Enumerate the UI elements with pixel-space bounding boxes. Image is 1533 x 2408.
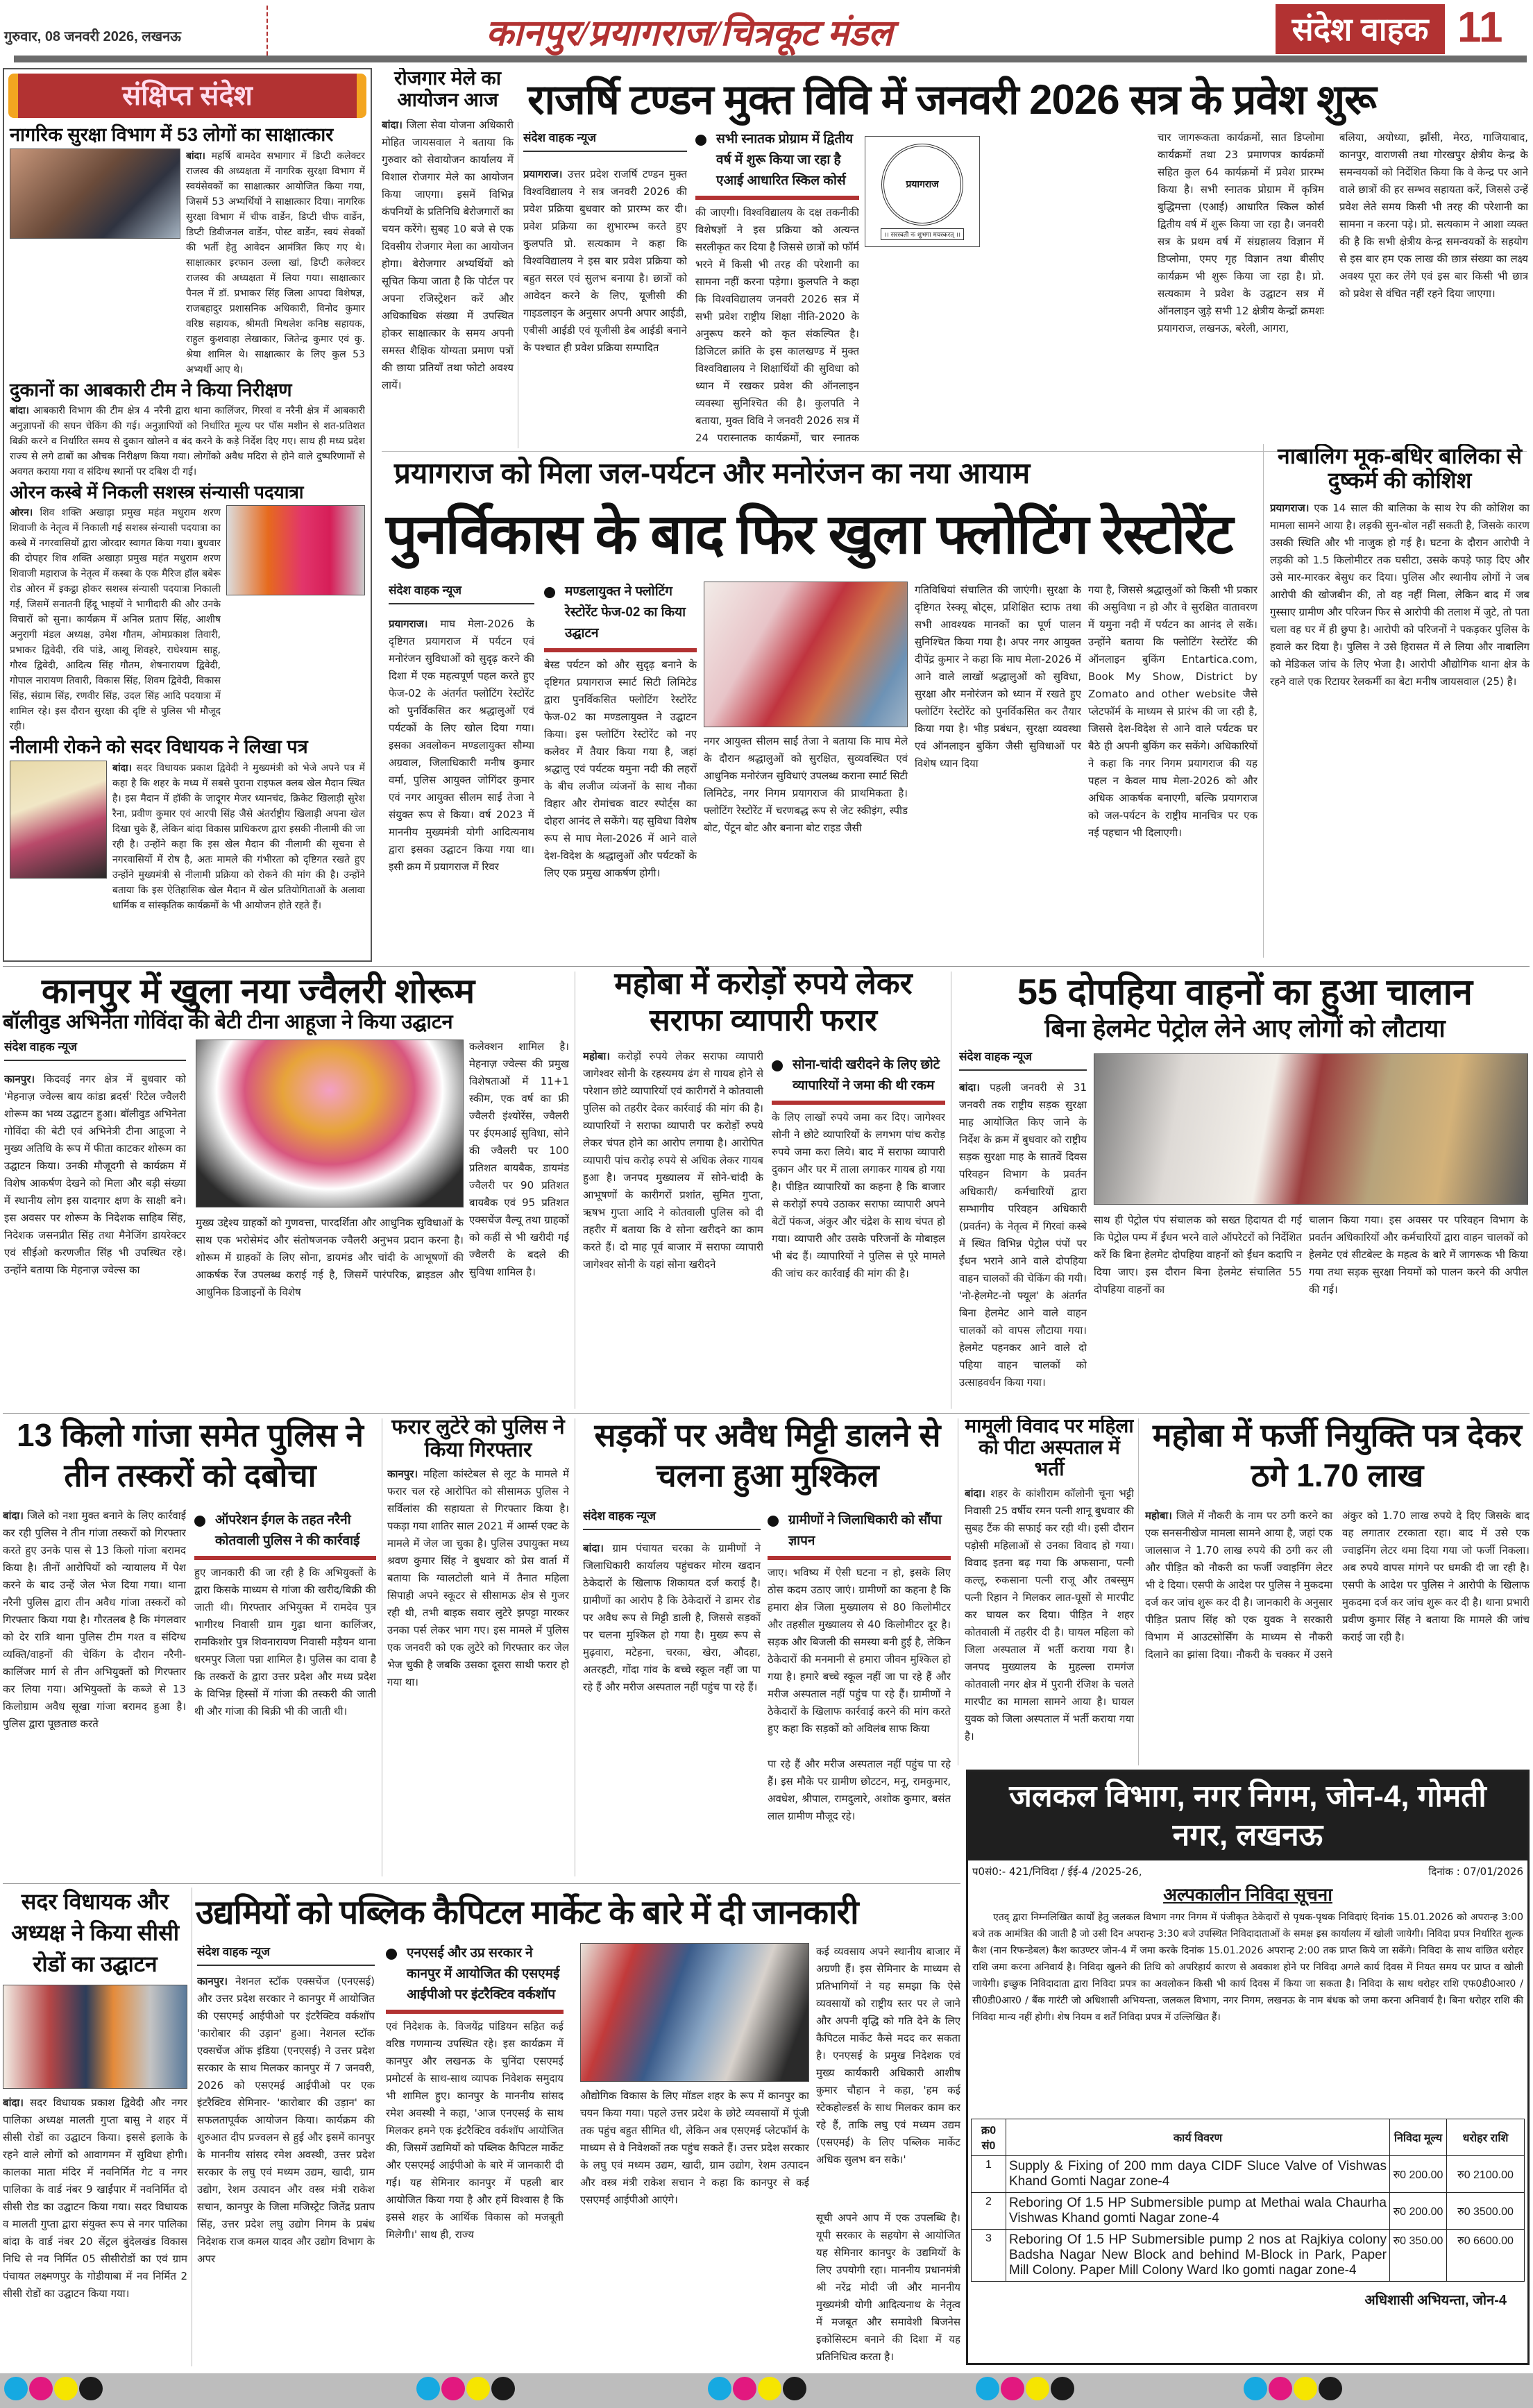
mahila-place: बांदा। — [965, 1487, 985, 1500]
yellow-dot — [1294, 2377, 1317, 2400]
cyan-dot — [976, 2377, 999, 2400]
brief-text: आबकारी विभाग की टीम क्षेत्र 4 नरैनी द्वारा थाना कालिंजर, गिरवां व नरैनी क्षेत्र में आबकारी अनुज्ञापनों की सघन चेकिंग की गई। अनुज्ञापियों को निर्धारित मूल्य पर पॉस मशीन से शत-प्रतिशत बिक्री करने व निर्धारित समय से दुकान खोलने व बंद करने के कड़े निर्देश दिए गए। साथ ही मध्य प्रदेश राज्य से लगे ढाबों का औचक निरीक्षण किया गया। लोगोंको अवैध मदिरा से होने वाले दुष्परिणामों से अवगत कराया गया व संदिग्ध स्थानों पर दबिश दी गई। — [10, 405, 365, 478]
cc-road-place: बांदा। — [3, 2096, 24, 2110]
nse-bullet: एनएसई और उप्र सरकार ने कानपुर में आयोजित की एसएमई आईपीओ पर इंटरैक्टिव वर्कशॉप — [386, 1943, 564, 2014]
column-rule — [1263, 444, 1264, 958]
nse-text: एवं निदेशक के. विजयेंद्र पांडियन सहित कई वरिष्ठ गणमान्य उपस्थित रहे। इस कार्यक्रम में कानपुर और लखनऊ के चुनिंदा एसएमई प्रमोटर्स के साथ-साथ व्यापक निवेशक समुदाय भी शामिल हुए। कानपुर के माननीय सांसद रमेश अवस्थी ने कहा, 'आज एनएसई के साथ मिलकर हमने एक इंटरैक्टिव वर्कशॉप आयोजित की, जिसमें उद्यमियों को पब्लिक कैपिटल मार्केट और एसएमई आईपीओ के बारे में जानकारी दी गई। यह सेमिनार कानपुर में पहली बार आयोजित किया गया है और हमें विश्वास है कि इससे शहर के आर्थिक विकास को मजबूती मिलेगी।' साथ ही, राज्य — [386, 2020, 564, 2241]
petrol-pump-photo — [1094, 1053, 1528, 1205]
col-header: क्र0 सं0 — [972, 2119, 1006, 2156]
saraf-place: महोबा। — [583, 1050, 610, 1062]
floating-text: नगर आयुक्त सीलम साईं तेजा ने बताया कि माघ मेले के दौरान श्रद्धालुओं को सुरक्षित, सुव्यवस्थित एवं आधुनिक मनोरंजन सुविधाएं उपलब्ध कराना स्मार्ट सिटी लिमिटेड, नगर निगम प्रयागराज की प्राथमिकता है। फ्लोटिंग रेस्टोरेंट में चरणबद्ध रूप से जेट स्कीइंग, स्पीड बोट, पेंटून बोट और बनाना बोट राइड जैसी — [704, 735, 908, 834]
ganja-text: हुए जानकारी की जा रही है कि अभियुक्तों के द्वारा किसके माध्यम से गांजा की खरीद/बिक्री की जाती थी। गिरफ्तार अभियुक्त में रामदेव पुत्र भागीरथ निवासी ग्राम गुढ़ा थाना कालिंजर, रामकिशोर पुत्र शिवनारायण निवासी मड़ैयन थाना धरमपुर जिला पन्ना शामिल है। पुलिस का दावा है कि तस्करों के द्वारा उत्तर प्रदेश और मध्य प्रदेश के विभिन्न हिस्सों में गांजा की तस्करी की जाती थी और गांजा की बिक्री भी की जाती थी। — [194, 1566, 376, 1718]
cyan-dot — [708, 2377, 731, 2400]
challan-text: साथ ही पेट्रोल पंप संचालक को सख्त हिदायत दी गई कि पेट्रोल पम्प में ईंधन भरने वाले ऑपरेटरों को निर्देशित करें कि बिना हेलमेट दोपहिया वाहनों को ईंधन कदापि न दिया जाए। इस दौरान बिना हेलमेट संचालित 55 दोपहिया वाहनों का — [1094, 1214, 1302, 1296]
farji-place: महोबा। — [1145, 1509, 1172, 1522]
cc-road-headline: सदर विधायक और अध्यक्ष ने किया सीसी रोडों का उद्घाटन — [11, 1889, 179, 1976]
university-logo — [865, 136, 980, 247]
table-row: 2 Reboring Of 1.5 HP Submersible pump at Methai wala Chaurha Vishwas Khand gomti Nagar zone-4 रु0 200.00 रु0 3500.00 — [972, 2193, 1525, 2230]
mitti-text: पा रहे हैं और मरीज अस्पताल नहीं पहुंच पा रहे हैं। इस मौके पर ग्रामीण छोटटन, मनू, रामकुमार, अवधेश, श्रीपाल, रामदुलारे, अशोक कुमार, बसंत लाल ग्रामीण मौजूद रहे। — [768, 1758, 951, 1822]
table-row: 3 Reboring Of 1.5 HP Submersible pump 2 nos at Rajkiya colony Badsha Nagar New Block and behind M-Block in Park, Paper Mill Colony. Paper Mill Colony Ward Iko gomti nagar zone-4 रु0 350.00 रु0 6600.00 — [972, 2230, 1525, 2282]
masthead-rule — [14, 56, 1527, 62]
byline: संदेश वाहक न्यूज — [583, 1507, 761, 1530]
col-header: निविदा मूल्य — [1390, 2119, 1447, 2156]
black-dot — [491, 2377, 515, 2400]
magenta-dot — [441, 2377, 465, 2400]
rozgar-text: जिला सेवा योजना अधिकारी मोहित जायसवाल ने बताया कि गुरुवार को सेवायोजन कार्यालय में विशाल रोजगार मेले का आयोजन किया जाएगा। इसमें विभिन्न कंपनियों के प्रतिनिधि बेरोजगारों का चयन करेंगे। सुबह 10 बजे से एक दिवसीय रोजगार मेला का आयोजन होगा। बेरोजगार अभ्यर्थियों को सूचित किया जाता है कि पोर्टल पर अपना रजिस्ट्रेशन करें और अधिकाधिक संख्या में उपस्थित होकर साक्षात्कार के समय अपनी समस्त शैक्षिक योग्यता प्रमाण पत्रों की छाया प्रतियाँ तथा फोटो अवश्य लायें। — [382, 118, 514, 391]
mitti-bullet: ग्रामीणों ने जिलाधिकारी को सौंपा ज्ञापन — [768, 1510, 951, 1560]
registration-marks — [416, 2377, 515, 2400]
registration-marks — [1244, 2377, 1342, 2400]
section-title: कानपुर/प्रयागराज/चित्रकूट मंडल — [486, 14, 893, 53]
byline: संदेश वाहक न्यूज — [959, 1048, 1087, 1071]
floating-text: माघ मेला-2026 के दृष्टिगत प्रयागराज में पर्यटन एवं मनोरंजन सुविधाओं को सुदृढ़ करने की दिशा में एक महत्वपूर्ण पहल करते हुए फेज-02 के अंतर्गत फ्लोटिंग रेस्टोरेंट को पुनर्विकसित कर श्रद्धालुओं एवं पर्यटकों के लिए खोल दिया गया। इसका अवलोकन मण्डलायुक्त सौम्या अग्रवाल, जिलाधिकारी मनीष कुमार वर्मा, पुलिस आयुक्त जोगिंदर कुमार एवं नगर आयुक्त सीलम साईं तेजा ने संयुक्त रूप से किया। वर्ष 2023 में माननीय मुख्यमंत्री योगी आदित्यनाथ द्वारा इसका उद्घाटन किया गया था। इसी क्रम में प्रयागराज में रिवर — [389, 618, 534, 873]
floating-text: बेस्ड पर्यटन को और सुदृढ़ बनाने के दृष्टिगत प्रयागराज स्मार्ट सिटी लिमिटेड द्वारा पुनर्विकसित फ्लोटिंग रेस्टोरेंट फेज-02 का मण्डलायुक्त ने उद्घाटन किया। इस फ्लोटिंग रेस्टोरेंट को नए कलेवर में तैयार किया गया है, जहां श्रद्धालु एवं पर्यटक यमुना नदी की लहरों के बीच लजीज व्यंजनों के साथ नौका विहार और रोमांचक वाटर स्पोर्ट्स का दोहरा आनंद ले सकेंगे। यह सुविधा विशेष रूप से माघ मेला-2026 में आने वाले देश-विदेश के श्रद्धालुओं और पर्यटकों के लिए एक प्रमुख आकर्षण होगी। — [544, 659, 697, 879]
nse-seminar-photo — [580, 1943, 809, 2082]
masthead — [0, 0, 1533, 61]
cc-road-text: सदर विधायक प्रकाश द्विवेदी और नगर पालिका अध्यक्ष मालती गुप्ता बासु ने शहर में सीसी रोडों का उद्घाटन किया। इससे इलाके के रहने वाले लोगों को आवागमन में सुविधा होगी। कालका माता मंदिर में नवनिर्मित गेट व नगर पालिका के वार्ड नंबर 9 खाईंपार में नवनिर्मित दो सीसी रोड का उद्घाटन किया गया। सदर विधायक व मालती गुप्ता द्वारा संयुक्त रूप से नगर पालिका बांदा के वार्ड नंबर 20 सेंट्रल बुंदेलखंड विकास निधि से नव निर्मित 05 सीसीरोडों का एवं ग्राम पंचायत लक्ष्मणपुर के गोडीयाबा में नव निर्मित 2 सीसी रोडों का उद्घाटन किया गया। — [3, 2096, 187, 2300]
col-header: कार्य विवरण — [1006, 2119, 1390, 2156]
dateline: गुरुवार, 08 जनवरी 2026, लखनऊ — [4, 29, 181, 44]
registration-marks — [708, 2377, 806, 2400]
university-motto: ।। सरस्वती नः शुभगा मयस्करत् ।। — [881, 228, 964, 240]
nse-text: नेशनल स्टॉक एक्सचेंज (एनएसई) और उत्तर प्रदेश सरकार ने कानपुर में आयोजित की एसएमई आईपीओ पर इंटरैक्टिव वर्कशॉप 'कारोबार की उड़ान' हुआ। नेशनल स्टॉक एक्सचेंज ऑफ इंडिया (एनएसई) ने उत्तर प्रदेश सरकार के साथ मिलकर कानपुर में 7 जनवरी, 2026 को एसएमई आईपीओ पर एक इंटरैक्टिव सेमिनार- 'कारोबार की उड़ान' का सफलतापूर्वक आयोजन किया। कार्यक्रम की शुरुआत दीप प्रज्वलन से हुई और इसमें कानपुर के माननीय सांसद रमेश अवस्थी, उत्तर प्रदेश सरकार के लघु एवं मध्यम उद्यम, खादी, ग्राम उद्योग, रेशम उत्पादन और वस्त्र मंत्री राकेश सचान, कानपुर के जिला मजिस्ट्रेट जितेंद्र प्रताप सिंह, उत्तर प्रदेश लघु उद्योग निगम के प्रबंध निदेशक राज कमल यादव और उद्योग विभाग के अपर — [197, 1975, 375, 2265]
floating-restaurant-photo — [704, 582, 908, 727]
brief-photo-interview — [10, 149, 180, 239]
rajarshi-place: प्रयागराज। — [523, 168, 563, 180]
table-row: 1 Supply & Fixing of 200 mm daya CIDF Sluce Valve of Vishwas Khand Gomti Nagar zone-4 रु0 200.00 रु0 2100.00 — [972, 2156, 1525, 2193]
cyan-dot — [4, 2377, 28, 2400]
nse-text: सूची अपने आप में एक उपलब्धि है। यूपी सरकार के सहयोग से आयोजित यह सेमिनार कानपुर के उद्यमियों के लिए उपयोगी रहा। माननीय प्रधानमंत्री श्री नरेंद्र मोदी जी और माननीय मुख्यमंत्री योगी आदित्यनाथ के नेतृत्व में मजबूत और समावेशी बिजनेस इकोसिस्टम बनाने की दिशा में यह प्रतिनिधित्व करता है। — [816, 2212, 960, 2363]
brief-headline: नीलामी रोकने को सदर विधायक ने लिखा पत्र — [10, 736, 308, 757]
dateline-divider — [266, 6, 268, 56]
lutera-text: महिला कांस्टेबल से लूट के मामले में फरार चल रहे आरोपित को सीसामऊ पुलिस ने सर्विलांस की सहायता से गिरफ्तार किया है। पकड़ा गया शातिर साल 2021 में आर्म्स एक्ट के मामले में जेल जा चुका है। पुलिस उपायुक्त मध्य श्रवण कुमार सिंह ने बुधवार को प्रेस वार्ता में बताया कि ग्वालटोली थाने में तैनात महिला सिपाही अपने स्कूटर से सीसामऊ क्षेत्र से गुजर रही थी, तभी बाइक सवार लुटेरे झपट्टा मारकर उनका पर्स लेकर भाग गए। इस मामले में पुलिस एक जनवरी को एक लुटेरे को गिरफ्तार कर जेल भेज चुकी है जबकि उसका दूसरा साथी फरार हो गया था। — [387, 1468, 569, 1688]
tender-notice-title: अल्पकालीन निविदा सूचना — [1163, 1884, 1332, 1905]
tender-title: जलकल विभाग, नगर निगम, जोन-4, गोमती नगर, लखनऊ — [968, 1772, 1527, 1860]
black-dot — [1319, 2377, 1342, 2400]
ganja-place: बांदा। — [3, 1509, 24, 1522]
magenta-dot — [1001, 2377, 1024, 2400]
section-rule — [3, 1883, 960, 1884]
brief-place: बांदा। — [10, 405, 29, 417]
yellow-dot — [466, 2377, 490, 2400]
farji-headline: महोबा में फर्जी नियुक्ति पत्र देकर ठगे 1.70 लाख — [1153, 1417, 1522, 1493]
brief-photo-padyatra — [226, 505, 365, 595]
rajarshi-text: की जाएगी। विश्वविद्यालय के दक्ष तकनीकी विशेषज्ञों ने इस प्रक्रिया को अत्यन्त सरलीकृत कर दिया है जिससे छात्रों को फॉर्म भरने में किसी भी तरह की परेशानी का सामना नहीं करना पड़ेगा। कुलपति ने कहा कि विश्वविद्यालय जनवरी 2026 सत्र में सभी प्रवेश राष्ट्रीय शिक्षा नीति-2020 के अनुरूप करने को कृत संकल्पित है। डिजिटल क्रांति के इस कालखण्ड में मुक्त विश्वविद्यालय ने शिक्षार्थियों की सुविधा को ध्यान में रखकर प्रवेश की ऑनलाइन व्यवस्था सुनिश्चित की है। कुलपति ने बताया, मुक्त विवि ने जनवरी 2026 सत्र में 24 परास्नातक कार्यक्रमों, चार स्नातक — [695, 206, 859, 444]
ganja-text: जिले को नशा मुक्त बनाने के लिए कार्रवाई कर रही पुलिस ने तीन गांजा तस्करों को गिरफ्तार करते हुए उनके पास से 13 किलो गांजा बरामद किया है। तीनों आरोपियों को न्यायालय में पेश करने के बाद उन्हें जेल भेज दिया गया। थाना नरैनी पुलिस द्वारा तीन अवैध गांजा तस्करों को गिरफ्तार किया गया है। गौरतलब है कि मंगलवार को देर रात्रि थाना पुलिस टीम गश्त व संदिग्ध व्यक्ति/वाहनों की चेकिंग के दौरान नरैनी-कालिंजर मार्ग से तीन अभियुक्तों को गिरफ्तार कर लिया गया। अभियुक्तों के कब्जे से 13 किलोग्राम अवैध सूखा गांजा बरामद हुआ है। पुलिस द्वारा पूछताछ करते — [3, 1509, 186, 1730]
saraf-text: करोड़ों रुपये लेकर सराफा व्यापारी जागेश्वर सोनी के रहस्यमय ढंग से गायब होने से परेशान छोटे व्यापारियों एवं कारीगरों ने कोतवाली पुलिस को तहरीर देकर कार्रवाई की मांग की है। व्यापारियों ने सराफा व्यापारी पर करोड़ों रुपये लेकर चंपत होने का आरोप लगाया है। आरोपित व्यापारी पांच करोड़ रुपये से अधिक लेकर गायब हुआ है। जनपद मुख्यालय में सोने-चांदी के आभूषणों के कारीगरों प्रशांत, सुमित गुप्ता, ऋषभ गुप्ता आदि ने कोतवाली पुलिस को दी तहरीर में बताया कि वे सोना खरीदने का काम करते हैं। दो माह पूर्व बाजार में सराफा व्यापारी जागेश्वर सोनी के यहां सोना खरीदने — [583, 1050, 763, 1271]
byline: संदेश वाहक न्यूज — [4, 1038, 186, 1061]
challan-headline: 55 दोपहिया वाहनों का हुआ चालान — [1017, 972, 1473, 1012]
magenta-dot — [29, 2377, 53, 2400]
challan-text: पहली जनवरी से 31 जनवरी तक राष्ट्रीय सड़क सुरक्षा माह आयोजित किए जाने के निर्देश के क्रम में बुधवार को राष्ट्रीय सड़क सुरक्षा माह के सातवें दिवस परिवहन विभाग के प्रवर्तन अधिकारी/ कर्मचारियों द्वारा सम्भागीय परिवहन अधिकारी (प्रवर्तन) के नेतृत्व में गिरवां कस्बे में स्थित विभिन्न पेट्रोल पंपों पर ईंधन भराने आने वाले दोपहिया वाहन चालकों की चेकिंग की गयी। 'नो-हेलमेट-नो फ्यूल' के अंतर्गत बिना हेलमेट आने वाले वाहन चालकों को वापस लौटाया गया। हेलमेट पहनकर आने वाले दो पहिया वाहन चालकों को उत्साहवर्धन किया गया। — [959, 1081, 1087, 1389]
farji-text: जिले में नौकरी के नाम पर ठगी करने का एक सनसनीखेज मामला सामने आया है, जहां एक जालसाज ने 1.70 लाख रुपये की ठगी कर ली और पीड़ित को नौकरी का फर्जी ज्वाइनिंग लेटर भी दे दिया। एसपी के आदेश पर पुलिस ने मुकदमा दर्ज कर जांच शुरू कर दी है। जानकारी के अनुसार पीड़ित प्रताप सिंह को एक युवक ने सरकारी विभाग में आउटसोर्सिंग के माध्यम से नौकरी दिलाने का झांसा दिया। नौकरी के चक्कर में उसने अंकुर को 1.70 लाख रुपये दे दिए जिसके बाद वह लगातार टरकाता रहा। बाद में उसे एक ज्वाइनिंग लेटर थमा दिया गया जो फर्जी निकला। अब रुपये वापस मांगने पर धमकी दी जा रही है। एसपी के आदेश पर पुलिस ने आरोपी के खिलाफ मुकदमा दर्ज कर जांच शुरू कर दी है। थाना प्रभारी प्रवीण कुमार सिंह ने बताया कि मामले की जांच कराई जा रही है। — [1145, 1509, 1530, 1661]
nabalig-place: प्रयागराज। — [1270, 502, 1310, 515]
ganja-headline: 13 किलो गांजा समेत पुलिस ने तीन तस्करों को दबोचा — [17, 1417, 364, 1493]
brief-photo-mla — [10, 761, 107, 879]
floating-text: गया है, जिससे श्रद्धालुओं को किसी भी प्रकार की असुविधा न हो और वे सुरक्षित वातावरण में यमुना नदी में पर्यटन का आनंद ले सकें। उन्होंने बताया कि फ्लोटिंग रेस्टोरेंट की ऑनलाइन बुकिंग Entartica.com, Book My Show, District by Zomato and other website जैसे प्लेटफॉर्म के माध्यम से प्रारंभ की जा रही है, जिससे देश-विदेश से आने वाले पर्यटक घर बैठे ही अपनी बुकिंग कर सकेंगे। अधिकारियों ने कहा कि नगर निगम प्रयागराज की यह पहल न केवल माघ मेला-2026 को और अधिक आकर्षक बनाएगी, बल्कि प्रयागराज को जल-पर्यटन के राष्ट्रीय मानचित्र पर एक नई पहचान भी दिलाएगी। — [1088, 584, 1257, 839]
floating-text: गतिविधियां संचालित की जाएंगी। सुरक्षा के दृष्टिगत रेस्क्यू बोट्स, प्रशिक्षित स्टाफ तथा सभी आवश्यक मानकों का पूर्ण पालन सुनिश्चित किया गया है। अपर नगर आयुक्त दीपेंद्र कुमार ने कहा कि माघ मेला-2026 में आने वाले लाखों श्रद्धालुओं को सुविधा, सुरक्षा और मनोरंजन को ध्यान में रखते हुए फ्लोटिंग रेस्टोरेंट को पुनर्विकसित कर तैयार किया गया है। भीड़ प्रबंधन, सुरक्षा व्यवस्था एवं ऑनलाइन बुकिंग जैसी सुविधाओं पर विशेष ध्यान दिया — [915, 584, 1081, 770]
challan-place: बांदा। — [959, 1081, 980, 1094]
black-dot — [1051, 2377, 1074, 2400]
section-rule — [3, 1413, 1530, 1414]
brief-text: महर्षि बामदेव सभागार में डिप्टी कलेक्टर राजस्व की अध्यक्षता में नागरिक सुरक्षा विभाग में स्वयंसेवकों का साक्षात्कार आयोजित किया गया, जिसमें 53 अभ्यर्थियों ने साक्षात्कार दिया। नागरिक सुरक्षा विभाग में चीफ वार्डेन, डिप्टी चीफ वार्डेन, डिप्टी डिवीजनल वार्डेन, पोस्ट वार्डेन, स्वयं सेवकों की भर्ती हेतु आवेदन आमंत्रित किए गए थे। साक्षात्कार इरफान उल्ला खां, डिप्टी कलेक्टर राजस्व की अध्यक्षता में लिया गया। साक्षात्कार पैनल में डॉ. प्रभाकर सिंह जिला आपदा विशेषज्ञ, राजबहादुर प्रशासनिक अधिकारी, विनोद कुमार वरिष्ठ सहायक, श्रीमती मिथलेश कनिष्ठ सहायक, राहुल कुशवाहा लेखाकार, जितेन्द्र कुमार एवं कु. श्रेया शामिल थे। साक्षात्कार के लिए कुल 53 अभ्यर्थी आए थे। — [186, 150, 365, 375]
floating-headline: पुनर्विकास के बाद फिर खुला फ्लोटिंग रेस्टोरेंट — [386, 503, 1233, 565]
nse-place: कानपुर। — [197, 1975, 228, 1987]
university-seal: प्रयागराज — [881, 144, 963, 226]
cc-road-inauguration-photo — [3, 1985, 187, 2089]
floating-place: प्रयागराज। — [389, 618, 428, 630]
mitti-text: जाए। भविष्य में ऐसी घटना न हो, इसके लिए ठोस कदम उठाए जाएं। ग्रामीणों का कहना है कि हमारा क्षेत्र जिला मुख्यालय से 80 किलोमीटर और तहसील मुख्यालय से 40 किलोमीटर दूर है। सड़क और बिजली की समस्या बनी हुई है, लेकिन ठेकेदारों की मनमानी से हमारा जीवन मुश्किल हो गया है। हमारे बच्चे स्कूल नहीं जा पा रहे हैं और मरीज अस्पताल नहीं पहुंच पा रहे हैं। ग्रामीणों ने ठेकेदारों के खिलाफ कार्रवाई करने की मांग करते हुए कहा कि सड़कों को अविलंब साफ किया — [768, 1566, 951, 1735]
brief-place: बांदा। — [112, 762, 132, 774]
mitti-text: ग्राम पंचायत चरका के ग्रामीणों ने जिलाधिकारी कार्यालय पहुंचकर मोरम खदान ठेकेदारों के खिलाफ शिकायत दर्ज कराई है। ग्रामीणों का आरोप है कि ठेकेदारों ने डामर रोड पर अवैध रूप से मिट्टी डाली है, जिससे सड़कों पर चलना मुश्किल हो गया है। मुख्य रूप से मुढ़वारा, मटेहना, चरका, खेरा, औदहा, अतरहटी, गोंदा गांव के बच्चे स्कूल नहीं जा पा रहे हैं और मरीज अस्पताल नहीं पहुंच पा रहे हैं। — [583, 1542, 761, 1693]
tender-date: दिनांक : 07/01/2026 — [1428, 1865, 1523, 1878]
saraf-bullet: सोना-चांदी खरीदने के लिए छोटे व्यापारियों ने जमा की थी रकम — [772, 1055, 945, 1105]
byline: संदेश वाहक न्यूज — [523, 129, 687, 152]
byline: संदेश वाहक न्यूज — [389, 582, 534, 604]
nse-text: औद्योगिक विकास के लिए मॉडल शहर के रूप में कानपुर का चयन किया गया। पहले उत्तर प्रदेश के छोटे व्यवसायों में पूंजी तक पहुंच बहुत सीमित थी, लेकिन अब एसएमई प्लेटफॉर्म के माध्यम से वे निवेशकों तक पहुंच सकते हैं। उत्तर प्रदेश सरकार के लघु एवं मध्यम उद्यम, खादी, ग्राम उद्योग, रेशम उत्पादन और वस्त्र मंत्री राकेश सचान ने कहा कि कानपुर से कई एसएमई आईपीओ आएंगे। — [580, 2089, 809, 2206]
challan-subhead: बिना हेलमेट पेट्रोल लेने आए लोगों को लौटाया — [1044, 1014, 1446, 1042]
tender-table-header — [972, 2119, 1525, 2156]
registration-strip — [0, 2373, 1533, 2408]
lutera-headline: फरार लुटेरे को पुलिस ने किया गिरफ्तार — [391, 1416, 565, 1461]
mahila-headline: मामूली विवाद पर महिला को पीटा अस्पताल में भर्ती — [965, 1416, 1134, 1479]
magenta-dot — [1269, 2377, 1292, 2400]
brief-place: बांदा। — [186, 150, 205, 162]
nabalig-headline: नाबालिग मूक-बधिर बालिका से दुष्कर्म की कोशिश — [1277, 444, 1523, 493]
rajarshi-bullet: सभी स्नातक प्रोग्राम में द्वितीय वर्ष में शुरू किया जा रहा है एआई आधारित स्किल कोर्स — [695, 129, 859, 200]
floating-bullet: मण्डलायुक्त ने फ्लोटिंग रेस्टोरेंट फेज-02 का किया उद्घाटन — [544, 582, 697, 652]
registration-marks — [976, 2377, 1074, 2400]
col-header: धरोहर राशि — [1447, 2119, 1525, 2156]
nse-text: कई व्यवसाय अपने स्थानीय बाजार में अग्रणी हैं। इस सेमिनार के माध्यम से प्रतिभागियों ने यह समझा कि ऐसे व्यवसायों को राष्ट्रीय स्तर पर ले जाने और अपनी वृद्धि को गति देने के लिए कैपिटल मार्केट कैसे मदद कर सकता है। एनएसई के प्रमुख निदेशक एवं मुख्य कार्यकारी अधिकारी आशीष कुमार चौहान ने कहा, 'हम कई स्टेकहोल्डर्स के साथ मिलकर काम कर रहे हैं, ताकि लघु एवं मध्यम उद्यम (एसएमई) के लिए पब्लिक मार्केट अधिक सुलभ बन सके।' — [816, 1945, 960, 2166]
jewellery-text: किदवई नगर क्षेत्र में बुधवार को 'मेहनाज़ ज्वेल्स बाय कांडा ब्रदर्स' रिटेल ज्वैलरी शोरूम का भव्य उद्घाटन हुआ। बॉलीवुड अभिनेता गोविंदा की बेटी एवं अभिनेत्री टीना आहूजा ने मुख्य अतिथि के रूप में फीता काटकर शोरूम का उद्घाटन किया। उनकी मौजूदगी से कार्यक्रम में विशेष आकर्षण देखने को मिला और बड़ी संख्या में स्थानीय लोग इस यादगार क्षण के साक्षी बने। इस अवसर पर शोरूम के निदेशक साहिब सिंह, निदेशक जसनप्रीत सिंह तथा मैनेजिंग डायरेक्टर एवं सीईओ करणजीत सिंह भी उपस्थित रहे। उन्होंने बताया कि मेहनाज़ ज्वेल्स का — [4, 1073, 186, 1276]
nabalig-text: एक 14 साल की बालिका के साथ रेप की कोशिश का मामला सामने आया है। लड़की सुन-बोल नहीं सकती है, जिसके कारण उसकी स्थिति और भी नाजुक हो गई है। घटना के दौरान आरोपी ने लड़की को 1.5 किलोमीटर तक घसीटा, उसके कपड़े फाड़ दिए और उसे मार-मारकर बेसुध कर दिया। पुलिस और स्थानीय लोगों ने जब आरोपी की खोजबीन की, तो वह नहीं मिला, लेकिन बाद में जब गुस्साए ग्रामीण और परिजन फिर से आरोपी की तलाश में जुटे, तो पता चला वह घर में ही छुपा है। आरोपी को परिजनों ने पकड़कर पुलिस के हवाले कर दिया है। पुलिस ने उसे हिरासत में ले लिया और नाबालिग को मेडिकल जांच के लिए भेजा है। आरोपी औद्योगिक थाना क्षेत्र के रहने वाले एक रिटायर रेलकर्मी का बेटा मनीष जायसवाल (25) है। — [1270, 502, 1530, 688]
paper-logo: संदेश वाहक — [1276, 4, 1445, 54]
floating-kicker: प्रयागराज को मिला जल-पर्यटन और मनोरंजन का नया आयाम — [394, 457, 1031, 489]
jewellery-subhead: बॉलीवुड अभिनेता गोविंदा की बेटी टीना आहूजा ने किया उद्घाटन — [3, 1011, 453, 1033]
rozgar-headline: रोजगार मेले का आयोजन आज — [394, 68, 501, 110]
mitti-headline: सड़कों पर अवैध मिट्टी डालने से चलना हुआ मुश्किल — [594, 1417, 941, 1493]
nse-headline: उद्यमियों को पब्लिक कैपिटल मार्केट के बारे में दी जानकारी — [196, 1894, 858, 1931]
page-number: 11 — [1457, 3, 1503, 51]
saraf-headline: महोबा में करोड़ों रुपये लेकर सराफा व्यापारी फरार — [614, 967, 913, 1037]
tender-ref: प0सं0:- 421/निविदा / ईई-4 /2025-26, — [972, 1865, 1142, 1878]
mitti-place: बांदा। — [583, 1542, 604, 1554]
column-rule — [1138, 1418, 1139, 1765]
byline: संदेश वाहक न्यूज — [197, 1943, 375, 1966]
rozgar-place: बांदा। — [382, 118, 403, 131]
brief-box — [3, 68, 372, 962]
black-dot — [79, 2377, 103, 2400]
challan-text: चालान किया गया। इस अवसर पर परिवहन विभाग के प्रवर्तन अधिकारियों और कर्मचारियों द्वारा वाहन चालकों को हेलमेट एवं सीटबेल्ट के महत्व के बारे में जागरूक भी किया गया तथा सड़क सुरक्षा नियमों को पालन करने की अपील की गई। — [1309, 1214, 1528, 1296]
jewellery-text: मुख्य उद्देश्य ग्राहकों को गुणवत्ता, पारदर्शिता और आधुनिक सुविधाओं के साथ एक भरोसेमंद और संतोषजनक ज्वैलरी अनुभव प्रदान करना है। शोरूम में ग्राहकों के लिए सोना, डायमंड और चांदी के आभूषणों की आकर्षक रेंज उपलब्ध कराई गई है, जिसमें पारंपरिक, ब्राइडल और आधुनिक डिजाइनों के विशेष — [196, 1216, 464, 1298]
cyan-dot — [1244, 2377, 1267, 2400]
tender-table — [971, 2119, 1525, 2282]
jewellery-headline: कानपुर में खुला नया ज्वैलरी शोरूम — [42, 972, 475, 1010]
cyan-dot — [416, 2377, 440, 2400]
brief-place: ओरन। — [10, 507, 33, 518]
lutera-place: कानपुर। — [387, 1468, 418, 1480]
registration-marks — [4, 2377, 103, 2400]
brief-text: सदर विधायक प्रकाश द्विवेदी ने मुख्यमंत्री को भेजे अपने पत्र में कहा है कि शहर के मध्य में सबसे पुराना राइफल क्लब खेल मैदान स्थित है। इस मैदान में हॉकी के जादूगर मेजर ध्यानचंद, क्रिकेट खिलाड़ी सुरेश रैना, प्रवीण कुमार एवं आरपी सिंह जैसे अंतर्राष्ट्रीय खिलाड़ी अपना खेल दिखा चुके हैं, लेकिन बांदा विकास प्राधिकरण द्वारा इसकी नीलामी की जा रही है। उन्होंने कहा कि इस खेल मैदान की नीलामी की सूचना से नगरवासियों में रोष है, अतः मामले की गंभीरता को दृष्टिगत रखते हुए उन्होंने मुख्यमंत्री से नीलामी प्रक्रिया को रोकने की मांग की है। उन्होंने बताया कि इस ऐतिहासिक खेल मैदान में खेल प्रतियोगिताओं के अलावा धार्मिक व सांस्कृतिक कार्यक्रमों के भी आयोजन होते रहते हैं। — [112, 762, 365, 911]
brief-headline: ओरन कस्बे में निकली सशस्त्र संन्यासी पदयात्रा — [10, 482, 304, 503]
ganja-bullet: ऑपरेशन ईगल के तहत नरैनी कोतवाली पुलिस ने की कार्रवाई — [194, 1510, 376, 1560]
saraf-text: के लिए लाखों रुपये जमा कर दिए। जागेश्वर सोनी ने छोटे व्यापारियों के लगभग पांच करोड़ रुपये जमा करा लिये। बाद में सराफा व्यापारी दुकान और घर में ताला लगाकर गायब हो गया है। पीड़ित व्यापारियों का कहना है कि बाजार से करोड़ों रुपये उठाकर सराफा व्यापारी अपने बेटों पंकज, अंकुर और चंद्रेश के साथ चंपत हो गया। व्यापारी और उसके परिजनों के मोबाइल भी बंद हैं। व्यापारियों ने पुलिस से पूरे मामले की जांच कर कार्रवाई की मांग की है। — [772, 1111, 945, 1280]
yellow-dot — [758, 2377, 781, 2400]
jewellery-place: कानपुर। — [4, 1073, 35, 1085]
tender-notice — [966, 1770, 1530, 2365]
rajarshi-text: उत्तर प्रदेश राजर्षि टण्डन मुक्त विश्वविद्यालय ने सत्र जनवरी 2026 की प्रवेश प्रक्रिया बुधवार को प्रारम्भ कर दी। प्रवेश प्रक्रिया का शुभारम्भ करते हुए कुलपति प्रो. सत्यकाम ने कहा कि विश्वविद्यालय ने इस बार प्रवेश प्रक्रिया को बहुत सरल एवं सुलभ बनाया है। छात्रों को आवेदन करने के लिए, यूजीसी की गाइडलाइन के अनुसार अपनी अपार आईडी, एबीसी आईडी एवं यूजीसी डेब आईडी बनाने के पश्चात ही प्रवेश प्रक्रिया सम्पादित — [523, 168, 687, 354]
brief-headline: दुकानों का आबकारी टीम ने किया निरीक्षण — [10, 379, 292, 400]
jewellery-text: कलेक्शन शामिल है। मेहनाज़ ज्वेल्स की प्रमुख विशेषताओं में 11+1 स्कीम, एक वर्ष का फ्री ज्वैलरी इंश्योरेंस, ज्वैलरी पर ईएमआई सुविधा, सोने की ज्वैलरी पर 100 प्रतिशत बायबैक, डायमंड ज्वैलरी पर 90 प्रतिशत बायबैक एवं 95 प्रतिशत एक्सचेंज वैल्यू तथा ग्राहकों को कहीं से भी खरीदी गई ज्वैलरी के बदले की सुविधा शामिल है। — [469, 1040, 569, 1278]
black-dot — [783, 2377, 806, 2400]
yellow-dot — [1026, 2377, 1049, 2400]
tender-signature: अधिशासी अभियन्ता, जोन-4 — [1364, 2293, 1507, 2308]
brief-text: शिव शक्ति अखाड़ा प्रमुख महंत मधुराम शरण शिवाजी के नेतृत्व में निकाली गई सशस्त्र संन्यासी पदयात्रा का कस्बे में नगरवासियों द्वारा जोरदार स्वागत किया गया। बुधवार की दोपहर शिव शक्ति अखाड़ा प्रमुख महंत मधुराम शरण शिवाजी महाराज के नेतृत्व में कस्बा के एक मैरिज हॉल बबेरू रोड ओरन में इकट्ठा होकर सशस्त्र संन्यासी पदयात्रा निकाली गई, जिसमें सनातनी हिंदू भाइयों ने भागीदारी की और उनके विचारों को सुना। कार्यक्रम में अनिल प्रताप सिंह, आशीष अनुरागी मंडल अध्यक्ष, उमेश गौतम, ओमप्रकाश तिवारी, प्रभाकर द्विवेदी, रवि पांडे, आशू शिवहरे, राधेश्याम साहू, गौरव द्विवेदी, आदित्य सिंह गौतम, शेषनारायण द्विवेदी, गोपाल नारायण तिवारी, विकास सिंह, शिवम द्विवेदी, विकास सिंह, संग्राम सिंह, रणवीर सिंह, उदल सिंह आदि पदयात्रा में शामिल रहे। इस दौरान सुरक्षा की दृष्टि से पुलिस भी मौजूद रही। — [10, 507, 221, 732]
brief-headline: नागरिक सुरक्षा विभाग में 53 लोगों का साक्षात्कार — [10, 124, 334, 145]
yellow-dot — [54, 2377, 78, 2400]
jewellery-launch-photo — [196, 1040, 464, 1207]
rajarshi-text: चार जागरूकता कार्यक्रमों, सात डिप्लोमा कार्यक्रमों तथा 23 प्रमाणपत्र कार्यक्रमों सहित कुल 64 कार्यक्रमों में प्रवेश प्रारम्भ किया है। सभी स्नातक प्रोग्राम में कृत्रिम बुद्धिमत्ता (एआई) आधारित स्किल कोर्स द्वितीय वर्ष में शुरू किया जा रहा है। जनवरी सत्र के प्रथम वर्ष में संग्रहालय विज्ञान में डिप्लोमा, एमए गृह विज्ञान तथा बीसीए कार्यक्रम भी शुरू किया जा रहा है। प्रो. सत्यकाम ने प्रवेश के उद्घाटन सत्र में ऑनलाइन जुड़े सभी 12 क्षेत्रीय केन्द्रों क्रमशः प्रयागराज, लखनऊ, बरेली, आगरा, — [1158, 131, 1324, 334]
magenta-dot — [733, 2377, 756, 2400]
rajarshi-text: बलिया, अयोध्या, झाँसी, मेरठ, गाजियाबाद, कानपुर, वाराणसी तथा गोरखपुर क्षेत्रीय केन्द्र के समन्वयकों को निर्देशित किया कि वे केन्द्र पर आने वाले छात्रों की हर सम्भव सहायता करें, जिससे उन्हें प्रवेश लेते समय किसी भी तरह की परेशानी का सामना न करना पड़े। प्रो. सत्यकाम ने आशा व्यक्त की है कि सभी क्षेत्रीय केन्द्र समन्वयकों के सहयोग से इस बार हम एक लाख की छात्र संख्या का लक्ष्य अवश्य पूरा कर लेंगे एवं इस बार किसी भी छात्र को प्रवेश से वंचित नहीं रहने दिया जाएगा। — [1339, 131, 1528, 300]
mahila-text: शहर के कांशीराम कॉलोनी चूना भट्टी निवासी 25 वर्षीय रमन पत्नी शानू बुधवार की सुबह टैंक की सफाई कर रही थी। इसी दौरान पड़ोसी महिलाओं से उनका विवाद हो गया। विवाद इतना बढ़ गया कि अफसाना, पत्नी कल्लू, रुकसाना पत्नी राजू और तबस्सुम पत्नी रिहान ने मिलकर लात-घूसों से मारपीट कर घायल कर दिया। पीड़ित ने शहर कोतवाली में तहरीर दी है। घायल महिला को जिला अस्पताल में भर्ती कराया गया है। जनपद मुख्यालय के मुहल्ला रामगंज कोतवाली नगर क्षेत्र में पुरानी रंजिश के चलते मारपीट का मामला सामने आया है। घायल युवक को जिला अस्पताल में भर्ती कराया गया है। — [965, 1487, 1134, 1743]
tender-body: एतद् द्वारा निम्नलिखित कार्यों हेतु जलकल विभाग नगर निगम में पंजीकृत ठेकेदारों से पृथक-पृथक निविदाएं दिनांक 15.01.2026 को अपरान्ह 3:00 बजे तक आमंत्रित की जाती है जो उसी दिन अपरान्ह 3:30 बजे उपस्थित निविदादाताओं के समक्ष इस कार्यालय में खोली जायेगी। निविदा प्रपत्र निर्धारित शुल्क कैश (नान रिफन्डेबल) कैश काउण्टर जोन-4 में जमा करके दिनांक 15.01.2026 अपरान्ह 2:00 तक प्राप्त किये जा सकेंगे। निविदा के साथ वांछित धरोहर राशि जमा करना अनिवार्य है। निविदा खुलने की तिथि को अपरिहार्य कारण से अवकाश होने पर निविदा अगले कार्य दिवस में नियत समय पर प्राप्त व खोली जायेगी। इच्छुक निविदादाता द्वारा निविदा प्रपत्र का अवलोकन किसी भी कार्य दिवस में किया जा सकता है। निविदा के साथ धरोहर राशि एफ0डी0आर0 / सी0डी0आर0 / बैंक गारंटी जो अधिशासी अभियन्ता, जलकल विभाग, नगर निगम, लखनऊ के नाम बंधक को जमा करना अनिवार्य है। बिना धरोहर राशि की निविदा मान्य नहीं होगी। शेष नियम व शर्तें निविदा प्रपत्र में उल्लिखित हैं। — [972, 1912, 1523, 2023]
brief-banner: संक्षिप्त संदेश — [8, 74, 366, 118]
rajarshi-headline: राजर्षि टण्डन मुक्त विवि में जनवरी 2026 सत्र के प्रवेश शुरू — [527, 76, 1376, 123]
